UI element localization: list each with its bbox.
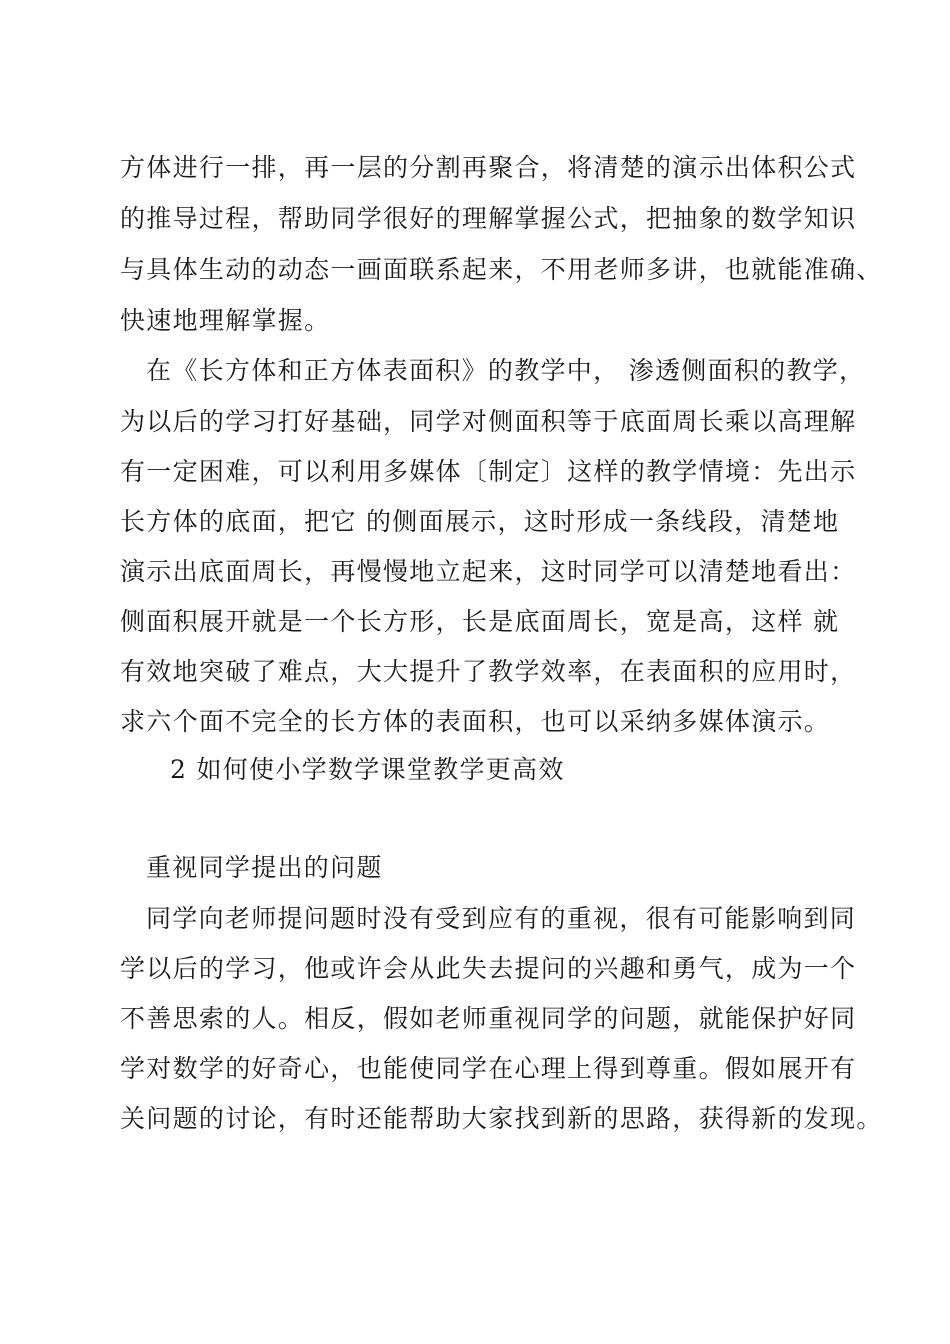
paragraph-2-line-7: 有效地突破了难点，大大提升了教学效率，在表面积的应用时，: [120, 657, 857, 686]
paragraph-2-line-5: 演示出底面周长，再慢慢地立起来，这时同学可以清楚地看出：: [120, 557, 857, 586]
paragraph-1-line-1: 方体进行一排，再一层的分割再聚合，将清楚的演示出体积公式: [120, 153, 857, 182]
paragraph-2-line-2: 为以后的学习打好基础，同学对侧面积等于底面周长乘以高理解: [120, 407, 857, 436]
paragraph-3-line-4: 学对数学的好奇心，也能使同学在心理上得到尊重。假如展开有: [120, 1054, 857, 1083]
paragraph-3-line-5: 关问题的讨论，有时还能帮助大家找到新的思路，获得新的发现。: [120, 1104, 883, 1133]
paragraph-3-line-3: 不善思索的人。相反，假如老师重视同学的问题，就能保护好同: [120, 1004, 857, 1033]
paragraph-2-line-4: 长方体的底面，把它 的侧面展示，这时形成一条线段，清楚地: [120, 507, 840, 536]
paragraph-1-line-3: 与具体生动的动态一画面联系起来，不用老师多讲，也就能准确、: [120, 255, 883, 284]
paragraph-1-line-2: 的推导过程，帮助同学很好的理解掌握公式，把抽象的数学知识: [120, 204, 857, 233]
paragraph-3-line-2: 学以后的学习，他或许会从此失去提问的兴趣和勇气，成为一个: [120, 954, 857, 983]
paragraph-2-line-3: 有一定困难，可以利用多媒体〔制定〕这样的教学情境：先出示: [120, 457, 857, 486]
paragraph-1-line-4: 快速地理解掌握。: [120, 306, 331, 335]
section-heading: 2 如何使小学数学课堂教学更高效: [170, 755, 565, 784]
paragraph-2-line-1: 在《长方体和正方体表面积》的教学中， 渗透侧面积的教学，: [146, 356, 866, 385]
paragraph-2-line-6: 侧面积展开就是一个长方形，长是底面周长，宽是高，这样 就: [120, 607, 840, 636]
paragraph-3-line-1: 同学向老师提问题时没有受到应有的重视，很有可能影响到同: [146, 904, 857, 933]
subheading: 重视同学提出的问题: [146, 853, 383, 882]
paragraph-2-line-8: 求六个面不完全的长方体的表面积，也可以采纳多媒体演示。: [120, 707, 831, 736]
